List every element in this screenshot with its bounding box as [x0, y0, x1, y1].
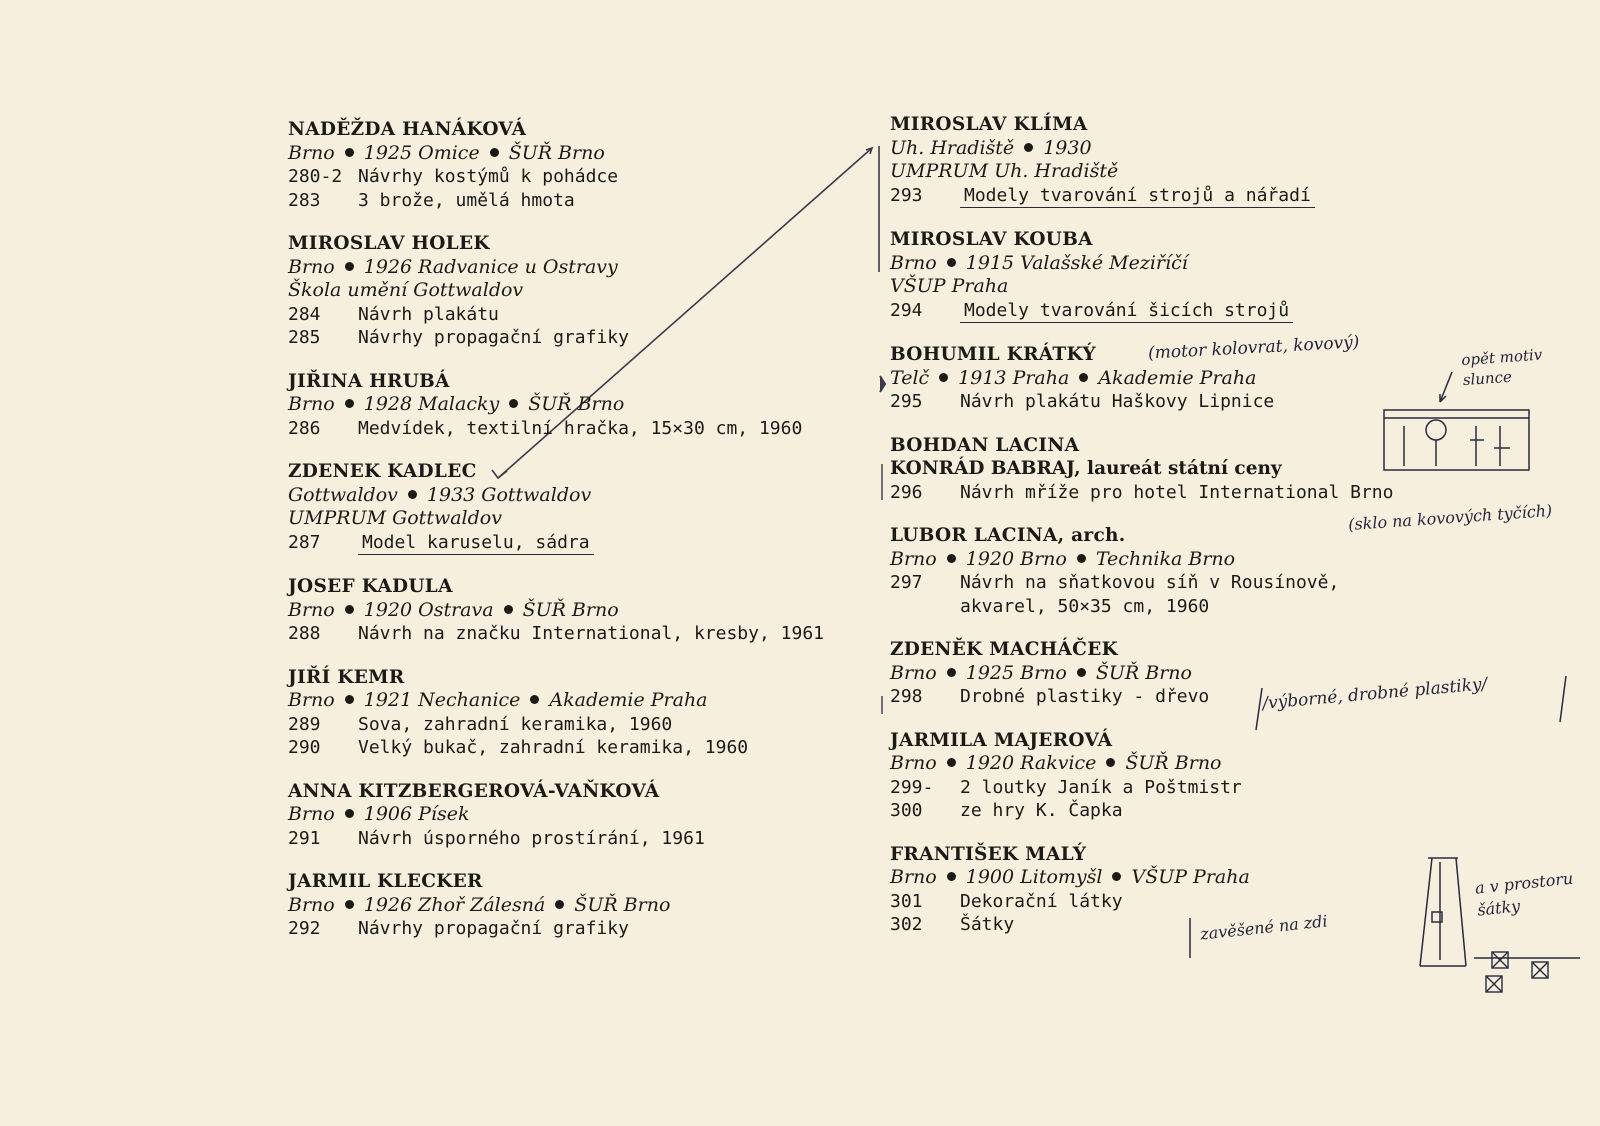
artist-detail: KONRÁD BABRAJ, laureát státní ceny [890, 458, 1282, 479]
catalog-number: 293 [890, 184, 923, 206]
catalog-number: 286 [288, 417, 321, 439]
scarves-sketch [1474, 952, 1580, 992]
artist-name: LUBOR LACINA, arch. [890, 525, 1126, 546]
catalog-title: 2 loutky Janík a Poštmistr [960, 776, 1242, 798]
artist-entry [288, 370, 878, 441]
catalog-item [288, 622, 878, 646]
catalog-item [288, 165, 878, 189]
artist-info [288, 803, 878, 827]
right-column [890, 113, 1450, 957]
artist-name: MIROSLAV KOUBA [890, 229, 1093, 250]
artist-info [890, 367, 1450, 391]
bullet-dot [1077, 554, 1086, 563]
artist-entry [288, 780, 878, 851]
info-part: 1920 Rakvice [965, 752, 1097, 774]
catalog-number [890, 595, 960, 619]
catalog-item [890, 299, 1450, 324]
bullet-dot [530, 695, 539, 704]
catalog-title: Návrh na značku International, kresby, 1961 [358, 623, 824, 644]
catalog-number: 285 [288, 327, 321, 348]
catalog-number: 289 [288, 713, 321, 735]
artist-info [288, 689, 878, 713]
bullet-dot [1024, 143, 1033, 152]
catalog-number: 292 [288, 918, 321, 939]
catalog-item [890, 571, 1450, 595]
bullet-dot [509, 399, 518, 408]
artist-info [890, 662, 1450, 686]
info-part: ŠUŘ Brno [1095, 661, 1192, 684]
note-figures: /výborné, drobné plastiky/ [1261, 674, 1489, 714]
artist-name: NADĚŽDA HANÁKOVÁ [288, 119, 527, 140]
catalog-number: 299- [890, 776, 934, 798]
catalog-number: 288 [288, 623, 321, 644]
info-part: Brno [288, 255, 335, 278]
artist-info [288, 142, 878, 166]
artist-name: ANNA KITZBERGEROVÁ-VAŇKOVÁ [288, 780, 660, 802]
artist-entry [288, 870, 878, 941]
artist-name: BOHUMIL KRÁTKÝ [890, 344, 1096, 365]
artist-entry [890, 524, 1450, 618]
artist-name: JIŘINA HRUBÁ [288, 370, 450, 392]
info-part: 1926 Zhoř Zálesná [363, 893, 546, 916]
artist-name: FRANTIŠEK MALÝ [890, 843, 1087, 865]
catalog-number: 302 [890, 914, 923, 935]
bullet-dot [345, 605, 354, 614]
info-part: Brno [890, 547, 937, 570]
catalog-number: 300 [890, 800, 923, 821]
info-part: Uh. Hradiště [890, 136, 1015, 159]
note-glass: (sklo na kovových tyčích) [1347, 500, 1553, 535]
info-part: 1913 Praha [958, 366, 1070, 389]
catalog-title: Návrh na sňatkovou síň v Rousínově, [960, 572, 1340, 593]
bullet-dot [947, 258, 956, 267]
catalog-title: 3 brože, umělá hmota [358, 189, 575, 211]
left-column [288, 118, 878, 961]
bullet-dot [947, 758, 956, 767]
catalog-title: Model karuselu, sádra [358, 531, 594, 556]
bullet-dot [1106, 758, 1115, 767]
bullet-dot [345, 900, 354, 909]
bullet-dot [947, 554, 956, 563]
artist-entry [890, 228, 1450, 323]
info-part: ŠUŘ Brno [522, 598, 619, 621]
catalog-title: Návrh plakátu [358, 303, 499, 325]
artist-name: MIROSLAV HOLEK [288, 233, 490, 254]
info-part: VŠUP Praha [1131, 866, 1250, 888]
note-in-space: a v prostoru šátky [1474, 868, 1575, 920]
bullet-dot [345, 262, 354, 271]
bullet-dot [408, 490, 417, 499]
catalog-title: Návrhy propagační grafiky [358, 327, 629, 348]
catalog-item [890, 890, 1450, 914]
catalog-number: 301 [890, 890, 923, 912]
artist-entry [288, 575, 878, 646]
artist-name: JOSEF KADULA [288, 576, 453, 597]
catalog-title: Medvídek, textilní hračka, 15×30 cm, 1960 [358, 417, 803, 439]
info-part: Brno [890, 752, 937, 774]
catalog-title: Sova, zahradní keramika, 1960 [358, 713, 673, 735]
catalog-item [288, 917, 878, 941]
bullet-dot [555, 900, 564, 909]
artist-name: MIROSLAV KLÍMA [890, 114, 1088, 135]
catalog-title: Návrh plakátu Haškovy Lipnice [960, 391, 1275, 412]
artist-info [890, 137, 1450, 161]
catalog-number: 297 [890, 572, 923, 593]
info-part: ŠUŘ Brno [1125, 752, 1222, 774]
bullet-dot [947, 872, 956, 881]
artist-entry [890, 434, 1450, 505]
catalog-title: Návrhy kostýmů k pohádce [358, 166, 619, 187]
bullet-dot [939, 373, 948, 382]
artist-entry [288, 460, 878, 555]
info-part: 1906 Písek [363, 803, 470, 825]
pen-bar [1560, 676, 1566, 722]
catalog-title: akvarel, 50×35 cm, 1960 [960, 595, 1210, 617]
artist-name: JARMILA MAJEROVÁ [890, 729, 1113, 751]
catalog-number: 280-2 [288, 166, 343, 187]
info-part: 1933 Gottwaldov [426, 483, 592, 506]
info-part: 1900 Litomyšl [965, 866, 1103, 888]
artist-entry [288, 232, 878, 350]
catalog-title: Modely tvarování strojů a nářadí [960, 184, 1315, 209]
artist-entry [288, 666, 878, 760]
artist-info [288, 894, 878, 918]
artist-name: JIŘÍ KEMR [288, 666, 405, 688]
artist-info [288, 599, 878, 623]
catalog-number: 298 [890, 686, 923, 707]
bullet-dot [345, 399, 354, 408]
catalog-title: Návrh mříže pro hotel International Brno [960, 481, 1394, 503]
info-part: 1926 Radvanice u Ostravy [363, 255, 618, 278]
artist-detail: VŠUP Praha [890, 275, 1009, 297]
info-part: Brno [890, 866, 937, 888]
catalog-number: 291 [288, 827, 321, 849]
artist-info [288, 484, 878, 508]
info-part: 1925 Omice [363, 141, 480, 164]
info-part: Brno [288, 689, 335, 711]
info-part: Gottwaldov [288, 483, 398, 506]
catalog-item [288, 326, 878, 350]
catalog-number: 283 [288, 189, 321, 211]
info-part: Brno [288, 141, 335, 164]
note-sun-motif: opět motiv slunce [1460, 345, 1543, 390]
info-part: ŠUŘ Brno [508, 141, 605, 164]
catalog-number: 295 [890, 391, 923, 412]
artist-info [288, 393, 878, 417]
info-part: Brno [288, 393, 335, 415]
artist-info [890, 752, 1450, 776]
bullet-dot [947, 668, 956, 677]
bullet-dot [1079, 373, 1088, 382]
margin-arrow [880, 376, 885, 392]
bullet-dot [345, 695, 354, 704]
artist-entry [890, 113, 1450, 208]
catalog-item [288, 736, 878, 760]
artist-detail: Škola umění Gottwaldov [288, 279, 524, 301]
info-part: Telč [890, 366, 930, 389]
catalog-item [288, 713, 878, 737]
catalog-number: 294 [890, 299, 923, 321]
info-part: 1921 Nechanice [363, 689, 521, 711]
bullet-dot [345, 148, 354, 157]
artist-detail: UMPRUM Uh. Hradiště [890, 160, 1119, 182]
catalog-item [288, 417, 878, 441]
info-part: Brno [890, 251, 937, 274]
catalog-title: Šátky [960, 914, 1015, 935]
catalog-item [890, 776, 1450, 800]
catalog-number: 287 [288, 531, 321, 553]
artist-name: ZDENĚK MACHÁČEK [890, 639, 1118, 660]
info-part: 1920 Brno [965, 547, 1067, 570]
bullet-dot [490, 148, 499, 157]
info-part: Brno [288, 893, 335, 916]
bullet-dot [1077, 668, 1086, 677]
info-part: 1925 Brno [965, 661, 1067, 684]
artist-info [890, 866, 1450, 890]
info-part: Brno [288, 598, 335, 621]
catalog-title: Modely tvarování šicích strojů [960, 299, 1293, 324]
catalog-number: 296 [890, 481, 923, 503]
catalog-number: 284 [288, 303, 321, 325]
catalog-item [288, 827, 878, 851]
catalog-item [288, 189, 878, 213]
catalog-item [890, 913, 1450, 937]
info-part: Brno [288, 803, 335, 825]
catalog-item [890, 595, 1450, 619]
note-hung-on-wall: zavěšené na zdi [1199, 911, 1329, 944]
info-part: Akademie Praha [1098, 366, 1257, 389]
catalog-item [890, 481, 1450, 505]
artist-info [288, 256, 878, 280]
bullet-dot [345, 809, 354, 818]
catalog-title: Velký bukač, zahradní keramika, 1960 [358, 737, 749, 758]
artist-name: BOHDAN LACINA [890, 434, 1080, 456]
catalog-title: Drobné plastiky - dřevo [960, 686, 1210, 707]
info-part: 1928 Malacky [363, 393, 500, 415]
catalog-title: Dekorační látky [960, 890, 1123, 912]
info-part: 1930 [1043, 136, 1092, 159]
artist-entry [890, 729, 1450, 823]
bullet-dot [1112, 872, 1121, 881]
artist-entry [288, 118, 878, 212]
catalog-item [288, 531, 878, 556]
catalog-item [890, 390, 1450, 414]
info-part: Akademie Praha [549, 689, 708, 711]
note-motor: (motor kolovrat, kovový) [1147, 332, 1360, 364]
info-part: ŠUŘ Brno [528, 393, 625, 415]
artist-detail: UMPRUM Gottwaldov [288, 507, 502, 529]
catalog-title: Návrhy propagační grafiky [358, 918, 629, 939]
artist-info [890, 548, 1450, 572]
info-part: ŠUŘ Brno [574, 893, 671, 916]
catalog-item [890, 184, 1450, 209]
artist-name: ZDENEK KADLEC [288, 461, 477, 482]
artist-info [890, 252, 1450, 276]
info-part: Brno [890, 661, 937, 684]
catalog-item [288, 303, 878, 327]
info-part: 1920 Ostrava [363, 598, 494, 621]
catalog-title: Návrh úsporného prostírání, 1961 [358, 827, 705, 849]
artist-entry [890, 843, 1450, 937]
artist-name: JARMIL KLECKER [288, 871, 483, 892]
info-part: Technika Brno [1095, 547, 1236, 570]
catalog-number: 290 [288, 737, 321, 758]
bullet-dot [504, 605, 513, 614]
info-part: 1915 Valašské Meziříčí [965, 251, 1188, 274]
catalog-title: ze hry K. Čapka [960, 800, 1123, 821]
catalog-item [890, 799, 1450, 823]
